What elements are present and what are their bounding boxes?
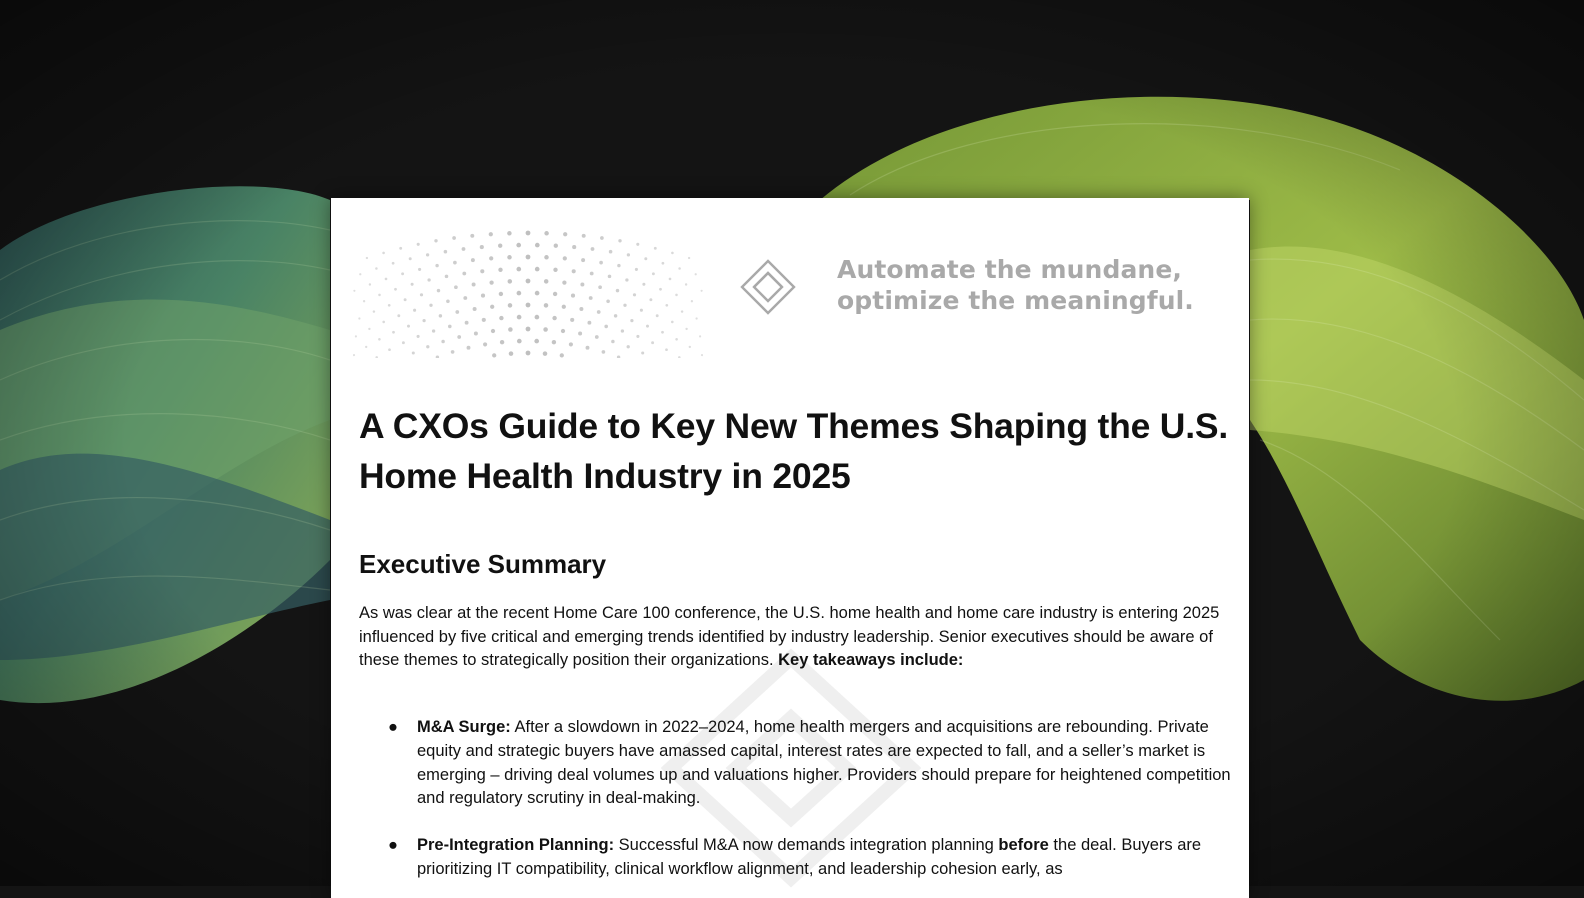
bullet-dot-icon: ● (388, 836, 398, 855)
nested-diamond-logo-icon (739, 258, 797, 316)
section-heading-executive-summary: Executive Summary (359, 549, 607, 579)
key-takeaways-list (359, 716, 1239, 898)
document-page (331, 198, 1249, 898)
document-title: A CXOs Guide to Key New Themes Shaping the U.S. Home Health Industry in 2025 (359, 406, 1229, 496)
tagline-line-2: optimize the meaningful. (837, 286, 1194, 315)
summary-paragraph (359, 602, 1229, 673)
tagline-line-1: Automate the mundane, (837, 255, 1182, 284)
bullet-dot-icon: ● (388, 718, 398, 736)
list-item (359, 716, 1239, 811)
bullet-text-continued: the deal. Buyers are prioritizing IT compatibility, clinical workflow alignment, and leadership cohesion early, as (417, 836, 1202, 878)
list-item (359, 834, 1239, 882)
bullet-label: M&A Surge: (417, 718, 511, 736)
summary-text: As was clear at the recent Home Care 100 conference, the U.S. home health and home care industry is entering 2025 influenced by five critical and emerging trends identified by industry leadership. Senior executives should be aware of these themes to strategically position their organizations. (359, 604, 1220, 669)
bullet-label: Pre-Integration Planning: (417, 836, 615, 855)
bullet-text: After a slowdown in 2022–2024, home health mergers and acquisitions are rebounding. Private equity and strategic buyers have amassed capital, interest rates are expected to fall, and a seller’s market is emerging – driving deal volumes up and valuations higher. Providers should prepare for heightened competition and regulatory scrutiny in deal-making. (417, 718, 1231, 808)
brand-tagline (837, 254, 1194, 316)
summary-bold-takeaways: Key takeaways include: (778, 651, 964, 669)
bullet-text: Successful M&A now demands integration planning (614, 836, 999, 855)
halftone-dot-pattern (353, 218, 703, 358)
bullet-bold-word: before (998, 836, 1049, 855)
